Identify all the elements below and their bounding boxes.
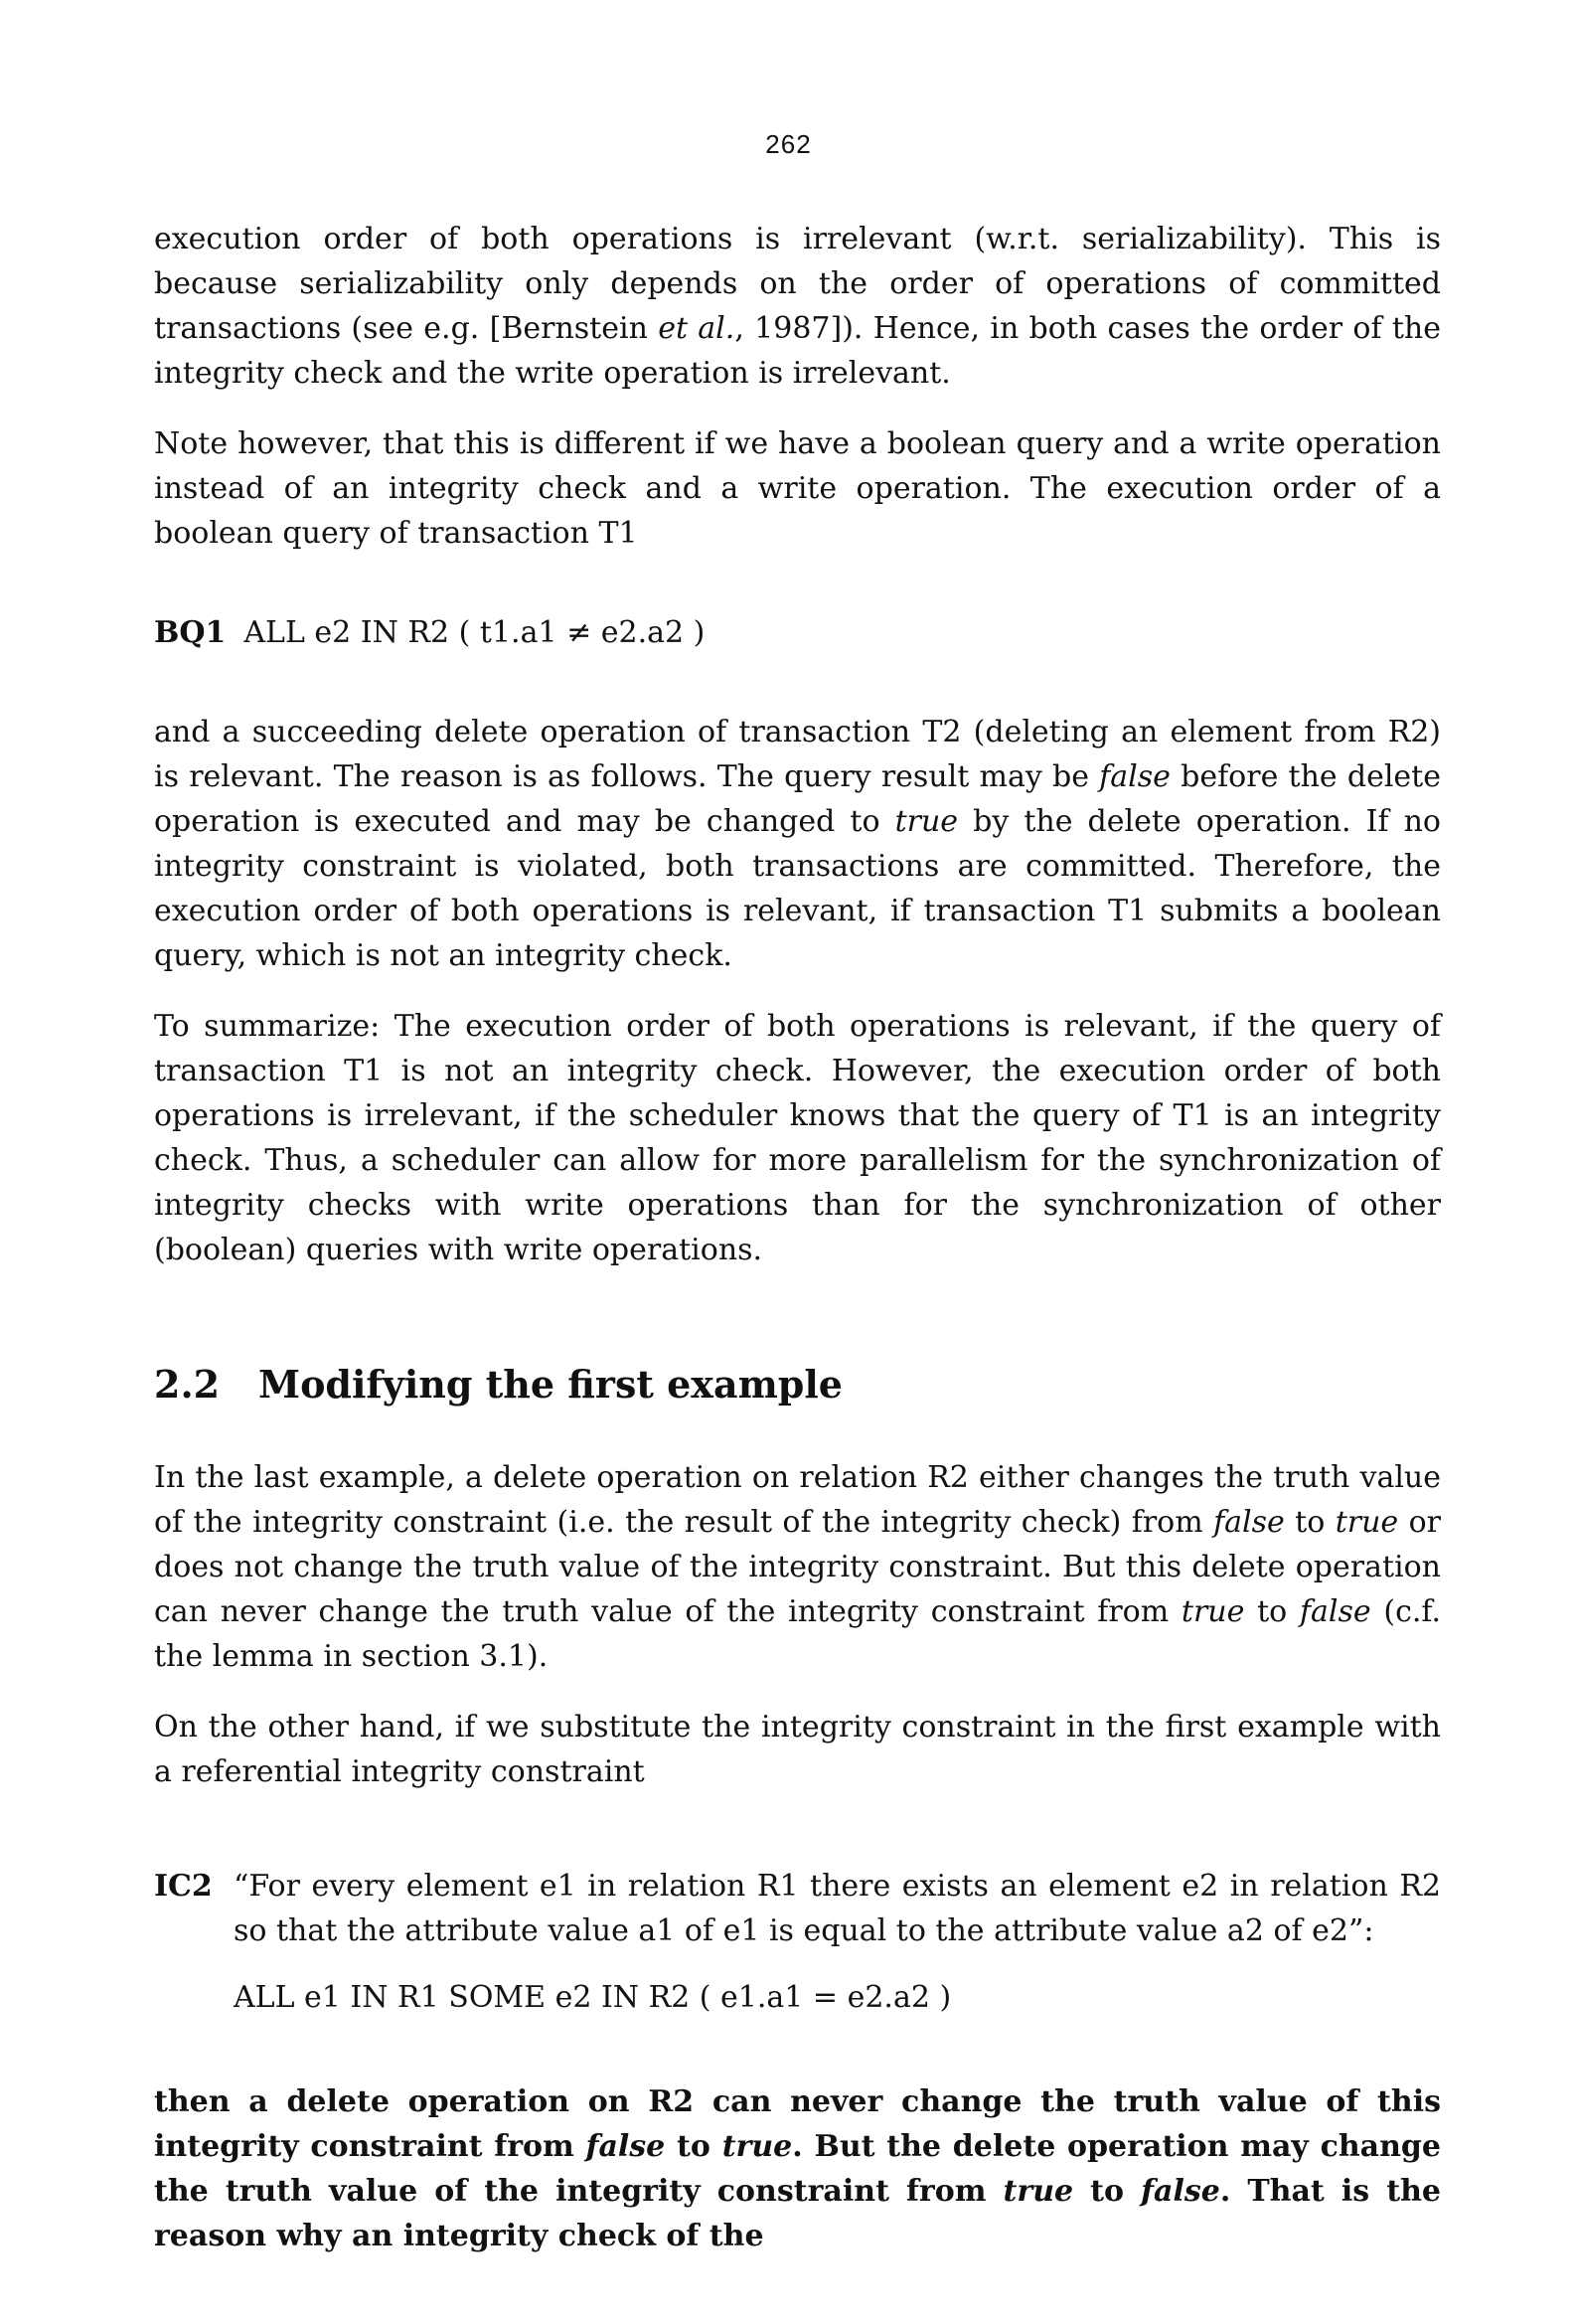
paragraph-text: execution order of both operations is irrelevant (w.r.t. serializability). This is because serializability only depends on the order of operations of committed transactions (see e.g. [Bernstein [154, 222, 1441, 346]
paragraph-last-example [154, 1455, 1441, 1679]
paragraph-text: to [1244, 1594, 1300, 1629]
formula-label: BQ1 [154, 615, 227, 650]
section-title: Modifying the first example [258, 1362, 843, 1407]
constraint-ic2 [154, 1864, 1441, 2020]
paragraph-text: , 1987]). Hence, in both cases the order of the integrity check and the write operation is irrelevant. [154, 311, 1441, 391]
italic-false: false [1299, 1594, 1371, 1629]
paragraph-delete-relevance [154, 710, 1441, 978]
paragraph-text: . That is the reason why an integrity check of the [154, 2174, 1441, 2253]
paragraph-text: or does not change the truth value of the integrity constraint. But this delete operation can never change the truth value of the integrity constraint from [154, 1505, 1441, 1629]
constraint-label: IC2 [154, 1869, 213, 1904]
italic-true: true [721, 2129, 793, 2164]
paragraph-text: (c.f. the lemma in section 3.1). [154, 1594, 1441, 1674]
paragraph-text: then a delete operation on R2 can never change the truth value of this integrity constraint from [154, 2084, 1441, 2164]
italic-false: false [585, 2129, 666, 2164]
formula-bq1 [154, 610, 1441, 655]
constraint-formula: ALL e1 IN R1 SOME e2 IN R2 ( e1.a1 = e2.a2 ) [234, 1980, 952, 2015]
paragraph-text: and a succeeding delete operation of transaction T2 (deleting an element from R2) is relevant. The reason is as follows. The query result may be [154, 715, 1441, 794]
paragraph-referential-constraint: On the other hand, if we substitute the integrity constraint in the first example with a referential integrity constraint [154, 1710, 1441, 1789]
paragraph-text: to [1284, 1505, 1336, 1540]
constraint-description: “For every element e1 in relation R1 there exists an element e2 in relation R2 so that the attribute value a1 of e1 is equal to the attribute value a2 of e2”: [234, 1869, 1441, 1948]
italic-true: true [1335, 1505, 1399, 1540]
section-number: 2.2 [154, 1362, 221, 1407]
citation-et-al: et al. [658, 311, 735, 346]
italic-true: true [894, 804, 959, 839]
page-number: 262 [765, 129, 812, 159]
paragraph-text: to [665, 2129, 722, 2164]
paragraph-text: In the last example, a delete operation on relation R2 either changes the truth value of the integrity constraint (i.e. the result of the integrity check) from [154, 1460, 1441, 1540]
italic-true: true [1181, 1594, 1245, 1629]
italic-true: true [1003, 2174, 1074, 2209]
paragraph-text: to [1073, 2174, 1142, 2209]
paragraph-boolean-query: Note however, that this is different if we have a boolean query and a write operation instead of an integrity check and a write operation. The execution order of a boolean query of transaction T1 [154, 426, 1441, 551]
italic-false: false [1141, 2174, 1220, 2209]
paragraph-delete-effect [154, 2079, 1441, 2258]
paragraph-text: before the delete operation is executed and may be changed to [154, 759, 1441, 839]
paragraph-text: by the delete operation. If no integrity constraint is violated, both transactions are committed. Therefore, the execution order of both operations is relevant, if transaction T1 submits a boolean query, which is not an integrity check. [154, 804, 1441, 973]
constraint-body [234, 1864, 1441, 2020]
italic-false: false [1213, 1505, 1285, 1540]
italic-false: false [1099, 759, 1171, 794]
paragraph-serializability [154, 217, 1441, 396]
paragraph-summary: To summarize: The execution order of both operations is relevant, if the query of transaction T1 is not an integrity check. However, the execution order of both operations is irrelevant, if the scheduler knows that the query of T1 is an integrity check. Thus, a scheduler can allow for more parallelism for the synchronization of integrity checks with write operations than for the synchronization of other (boolean) queries with write operations. [154, 1009, 1441, 1267]
formula-expression: ALL e2 IN R2 ( t1.a1 ≠ e2.a2 ) [243, 615, 706, 650]
section-heading [154, 1360, 1441, 1410]
page-content [154, 217, 1441, 2258]
paragraph-text: . But the delete operation may change the truth value of the integrity constraint from [154, 2129, 1441, 2209]
